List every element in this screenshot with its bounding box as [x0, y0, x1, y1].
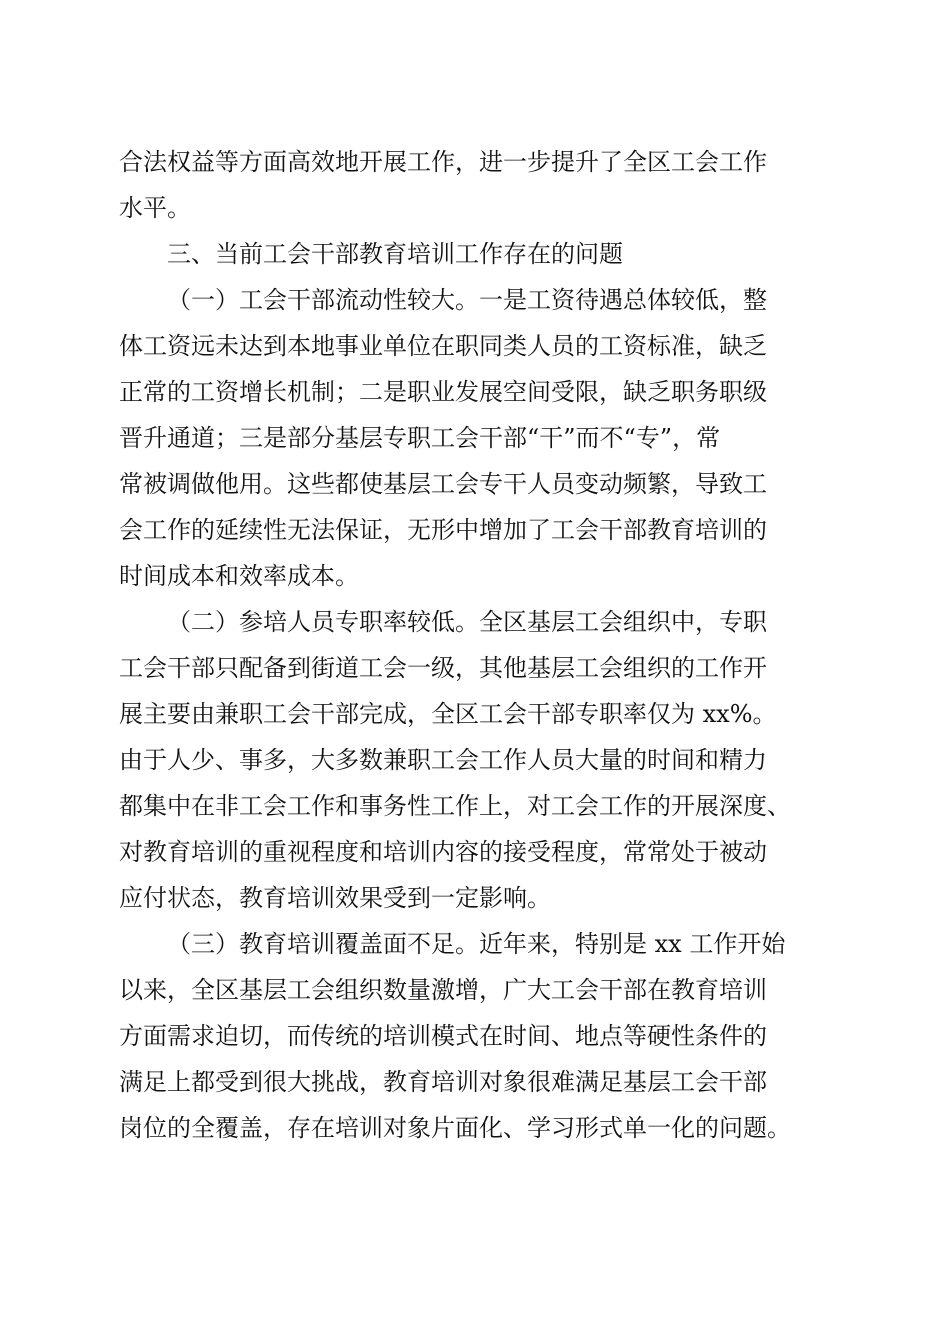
- text-line: 方面需求迫切，而传统的培训模式在时间、地点等硬性条件的: [119, 1022, 767, 1050]
- text-span: 一是工资待遇总体较低，整: [479, 286, 767, 314]
- text-line: 岗位的全覆盖，存在培训对象片面化、学习形式单一化的问题。: [119, 1114, 791, 1142]
- text-line: 时间成本和效率成本。: [119, 562, 359, 590]
- text-line: 合法权益等方面高效地开展工作，进一步提升了全区工会工作: [119, 148, 767, 176]
- text-line: 体工资远未达到本地事业单位在职同类人员的工资标准，缺乏: [119, 332, 767, 360]
- section-heading: 三、当前工会干部教育培训工作存在的问题: [167, 240, 623, 268]
- text-line: 展主要由兼职工会干部完成，全区工会干部专职率仅为 xx%。: [119, 700, 777, 728]
- text-span: 全区基层工会组织中，专职: [479, 608, 767, 636]
- paragraph-first-line: [167, 280, 767, 320]
- text-line: 对教育培训的重视程度和培训内容的接受程度，常常处于被动: [119, 838, 767, 866]
- subsection-title: （二）参培人员专职率较低。: [167, 608, 479, 636]
- text-line: 晋升通道；三是部分基层专职工会干部“干”而不“专”，常: [119, 424, 721, 452]
- paragraph-first-line: [167, 924, 785, 964]
- text-line: 工会干部只配备到街道工会一级，其他基层工会组织的工作开: [119, 654, 767, 682]
- text-line: 满足上都受到很大挑战，教育培训对象很难满足基层工会干部: [119, 1068, 767, 1096]
- paragraph-first-line: [167, 602, 767, 642]
- subsection-title: （一）工会干部流动性较大。: [167, 286, 479, 314]
- text-span: 近年来，特别是 xx 工作开始: [479, 930, 786, 958]
- text-line: 正常的工资增长机制；二是职业发展空间受限，缺乏职务职级: [119, 378, 767, 406]
- text-line: 水平。: [119, 194, 191, 222]
- subsection-title: （三）教育培训覆盖面不足。: [167, 930, 479, 958]
- text-line: 会工作的延续性无法保证，无形中增加了工会干部教育培训的: [119, 516, 767, 544]
- text-line: 都集中在非工会工作和事务性工作上，对工会工作的开展深度、: [119, 792, 791, 820]
- text-line: 由于人少、事多，大多数兼职工会工作人员大量的时间和精力: [119, 746, 767, 774]
- text-line: 常被调做他用。这些都使基层工会专干人员变动频繁，导致工: [119, 470, 767, 498]
- text-line: 应付状态，教育培训效果受到一定影响。: [119, 884, 551, 912]
- text-line: 以来，全区基层工会组织数量激增，广大工会干部在教育培训: [119, 976, 767, 1004]
